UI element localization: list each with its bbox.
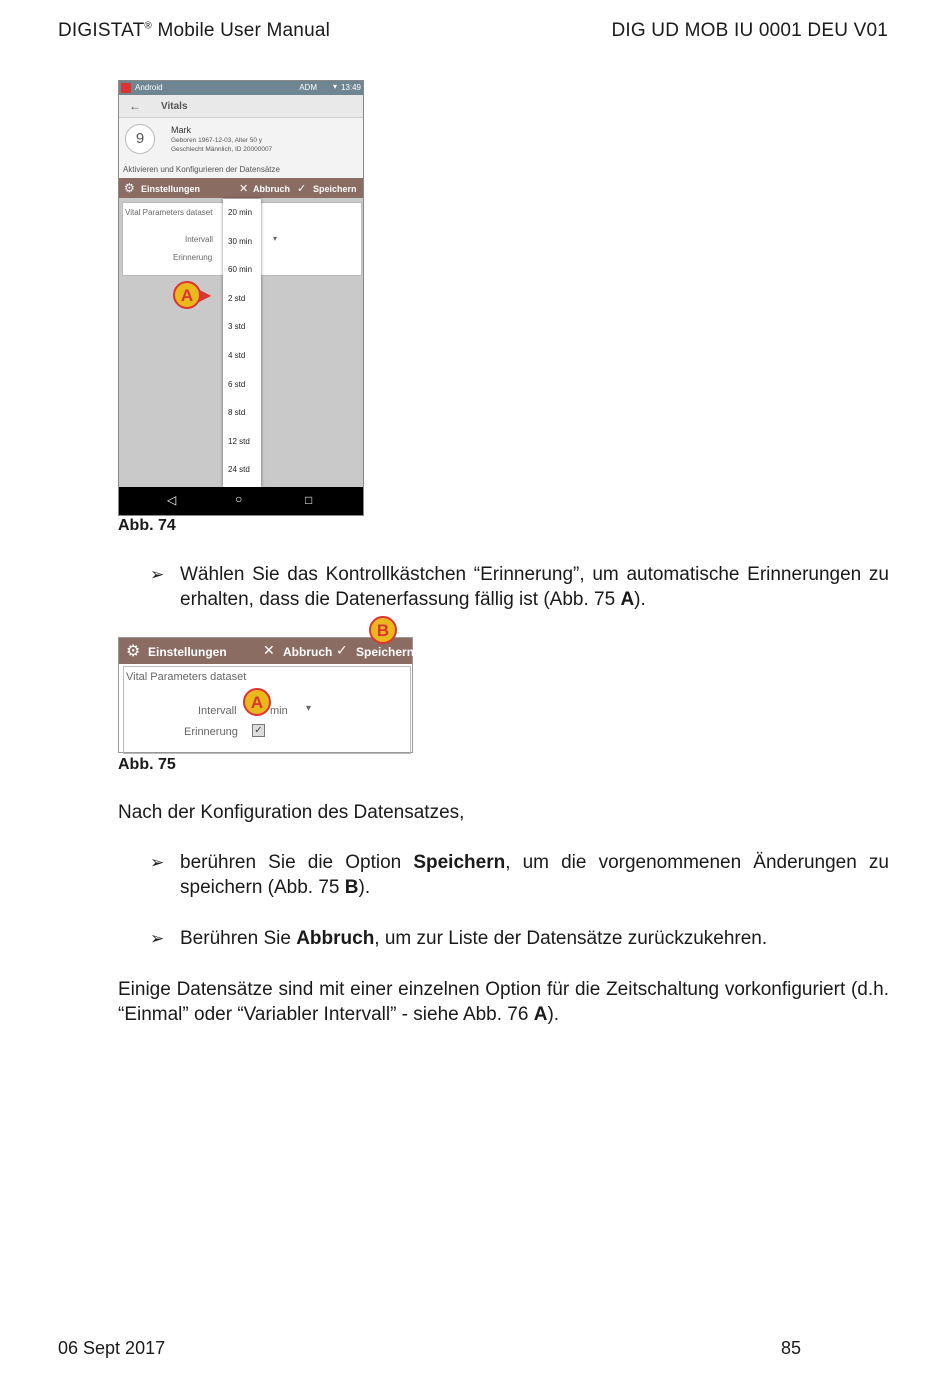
para2-text: Einige Datensätze sind mit einer einzelnen Option für die Zeitschaltung vorkonfiguriert (d.h. “Einmal” oder “Variabler Intervall” - siehe Abb. 76 xyxy=(118,979,889,1025)
interval-option[interactable]: 60 min xyxy=(228,265,253,275)
status-time: 13:49 xyxy=(340,83,361,92)
bullet1-end: ). xyxy=(634,589,646,610)
callout-arrow-icon: ▶ xyxy=(199,287,212,304)
bullet3-end: , um zur Liste der Datensätze zurückzukehren. xyxy=(374,928,768,949)
interval-dropdown-list[interactable] xyxy=(223,199,261,487)
save-button[interactable]: Speichern xyxy=(356,645,415,659)
footer-page-number: 85 xyxy=(781,1338,802,1358)
interval-label: Intervall xyxy=(185,235,214,244)
back-nav-icon[interactable]: ◁ xyxy=(167,493,177,507)
reminder-checkbox[interactable]: ✓ xyxy=(252,724,265,737)
app-title: Vitals xyxy=(161,101,188,112)
reminder-label: Erinnerung xyxy=(184,726,238,738)
interval-option[interactable]: 3 std xyxy=(228,322,246,332)
android-status-bar xyxy=(119,81,363,95)
bullet1-text: Wählen Sie das Kontrollkästchen “Erinnerung”, um automatische Erinnerungen zu erhalten, dass die Datenerfassung fällig ist (Abb. 75 xyxy=(180,564,889,610)
wifi-icon: ▾ xyxy=(332,82,337,91)
interval-label: Intervall xyxy=(198,705,237,717)
android-nav-bar xyxy=(119,487,363,515)
patient-gender-info: Geschlecht Männlich, ID 20000007 xyxy=(171,146,273,153)
bullet-arrow-icon: ➢ xyxy=(150,929,165,948)
header-registered-mark: ® xyxy=(144,20,152,32)
save-button[interactable]: Speichern xyxy=(313,184,357,194)
bullet3-cancel-term: Abbruch xyxy=(296,928,375,949)
interval-option[interactable]: 12 std xyxy=(228,436,250,446)
bullet-reminder-instruction xyxy=(150,562,889,612)
recents-nav-icon[interactable]: □ xyxy=(305,493,313,507)
interval-option[interactable]: 6 std xyxy=(228,379,246,389)
check-icon[interactable]: ✓ xyxy=(297,183,307,195)
header-title xyxy=(58,20,330,42)
interval-option[interactable]: 20 min xyxy=(228,208,253,217)
dataset-title: Vital Parameters dataset xyxy=(125,208,213,217)
dataset-title: Vital Parameters dataset xyxy=(126,671,247,683)
patient-birth-info: Geboren 1967-12-03, Alter 50 y xyxy=(171,137,263,144)
cancel-button[interactable]: Abbruch xyxy=(253,184,290,194)
header-doc-id: DIG UD MOB IU 0001 DEU V01 xyxy=(611,20,888,41)
app-title-bar xyxy=(119,95,363,118)
reminder-label: Erinnerung xyxy=(173,253,213,262)
bullet2-ref: B xyxy=(344,877,359,898)
dropdown-caret-icon[interactable]: ▾ xyxy=(273,234,278,243)
figure-75-screenshot xyxy=(118,621,415,753)
callout-marker-a: A xyxy=(173,281,201,309)
interval-option[interactable]: 30 min xyxy=(228,236,253,246)
configuration-intro: Nach der Konfiguration des Datensatzes, xyxy=(118,802,465,823)
cancel-button[interactable]: Abbruch xyxy=(283,645,333,659)
bullet2-save-term: Speichern xyxy=(413,852,506,873)
bullet3-pre: Berühren Sie xyxy=(180,928,297,949)
subtitle-text: Aktivieren und Konfigurieren der Datensätze xyxy=(123,165,280,174)
settings-toolbar-zoomed xyxy=(119,638,415,664)
para2-end: ). xyxy=(547,1004,560,1025)
figure-74-screenshot xyxy=(118,80,364,516)
preconfigured-datasets-note xyxy=(118,977,889,1027)
interval-value[interactable]: min xyxy=(270,705,288,717)
bullet2-end: ). xyxy=(358,877,371,898)
interval-option[interactable]: 4 std xyxy=(228,350,246,360)
bullet2-mid: , um die vorgenommenen Änderungen zu speichern (Abb. 75 xyxy=(180,852,890,898)
close-icon[interactable]: ✕ xyxy=(239,183,249,195)
settings-label: Einstellungen xyxy=(141,184,201,194)
bullet2-pre: berühren Sie die Option xyxy=(180,852,414,873)
dataset-subtitle xyxy=(119,160,363,178)
status-carrier: Android xyxy=(135,83,163,92)
notification-icon xyxy=(121,83,131,93)
header-brand: DIGISTAT xyxy=(58,20,145,41)
patient-bed-badge: 9 xyxy=(125,124,155,154)
check-icon[interactable]: ✓ xyxy=(336,642,348,658)
patient-name: Mark xyxy=(171,125,191,135)
footer-date: 06 Sept 2017 xyxy=(58,1338,166,1358)
header-manual-name: Mobile User Manual xyxy=(151,20,331,41)
bullet-arrow-icon: ➢ xyxy=(150,853,165,872)
status-user: ADM xyxy=(299,83,317,92)
bullet-cancel-instruction xyxy=(150,926,889,951)
patient-header xyxy=(119,118,363,160)
callout-marker-a: A xyxy=(243,688,271,716)
gear-icon: ⚙ xyxy=(124,181,135,195)
settings-toolbar xyxy=(119,178,363,198)
callout-marker-b: B xyxy=(369,616,397,644)
figure-74-caption: Abb. 74 xyxy=(118,517,176,534)
para2-ref: A xyxy=(533,1004,548,1025)
close-icon[interactable]: ✕ xyxy=(263,642,275,658)
interval-option[interactable]: 8 std xyxy=(228,408,246,418)
figure-75-caption: Abb. 75 xyxy=(118,756,176,773)
back-arrow-icon[interactable]: ← xyxy=(129,99,141,113)
bullet1-ref: A xyxy=(620,589,635,610)
bullet-save-instruction xyxy=(150,850,889,900)
gear-icon: ⚙ xyxy=(126,643,141,660)
interval-option[interactable]: 24 std xyxy=(228,465,250,475)
dropdown-caret-icon[interactable]: ▾ xyxy=(306,703,312,714)
interval-option[interactable]: 2 std xyxy=(228,293,246,303)
bullet-arrow-icon: ➢ xyxy=(150,565,165,584)
settings-label: Einstellungen xyxy=(148,645,227,659)
home-nav-icon[interactable]: ○ xyxy=(235,492,243,506)
